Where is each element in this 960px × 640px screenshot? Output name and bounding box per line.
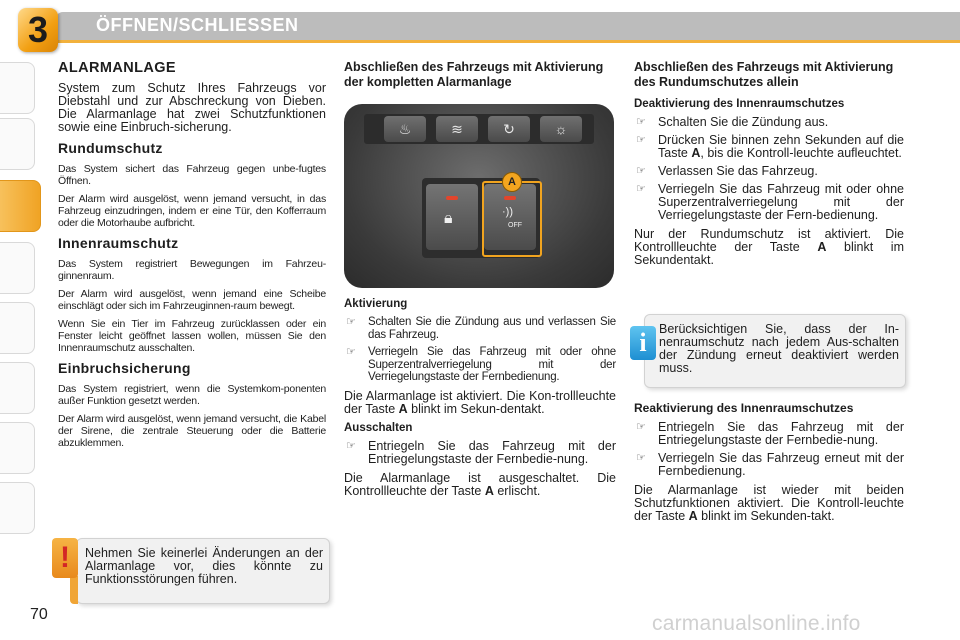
side-tab-4[interactable] <box>0 242 35 294</box>
reaktivierung-result: Die Alarmanlage ist wieder mit beiden Schutzfunktionen aktiviert. Die Kontroll-leuchte der Taste A blinkt im Sekunden-takt. <box>634 483 904 523</box>
side-tab-2[interactable] <box>0 118 35 170</box>
padlock-icon: 🔒︎ <box>444 210 453 227</box>
column-perimeter-only <box>634 60 904 529</box>
intro-paragraph: System zum Schutz Ihres Fahrzeugs vor Diebstahl und zur Abschreckung von Dieben. Die Alarmanlage hat zwei Schutzfunktionen sowie eine Einbruch-sicherung. <box>58 81 326 134</box>
side-tab-5[interactable] <box>0 302 35 354</box>
rundumschutz-p2: Der Alarm wird ausgelöst, wenn jemand versucht, in das Fahrzeug einzudringen, indem er eine Tür, den Kofferraum oder die Motorhaube aufbricht. <box>58 193 326 229</box>
section-title-alarmanlage: ALARMANLAGE <box>58 60 176 76</box>
hand-pointer-icon: ☞ <box>636 452 646 464</box>
innenraumschutz-p2: Der Alarm wird ausgelöst, wenn jemand eine Scheibe einschlägt oder sich im Fahrzeuginnen-raum bewegt. <box>58 288 326 312</box>
hand-pointer-icon: ☞ <box>636 421 646 433</box>
hand-pointer-icon: ☞ <box>636 134 646 146</box>
warning-stripe <box>70 576 78 604</box>
reaktivierung-title: Reaktivierung des Innenraumschutzes <box>634 401 854 415</box>
hand-pointer-icon: ☞ <box>636 165 646 177</box>
side-tab-6[interactable] <box>0 362 35 414</box>
deaktivierung-steps <box>634 116 904 222</box>
watermark-text: carmanualsonline.info <box>652 612 861 635</box>
alarm-off-label: OFF <box>508 222 522 229</box>
einbruchsicherung-p1: Das System registriert, wenn die Systemkom-ponenten außer Funktion gesetzt werden. <box>58 383 326 407</box>
subtitle-innenraumschutz: Innenraumschutz <box>58 235 179 251</box>
full-alarm-title: Abschließen des Fahrzeugs mit Aktivierung der kompletten Alarmanlage <box>344 60 604 89</box>
ausschalten-steps <box>344 440 616 466</box>
aktivierung-steps <box>344 316 616 384</box>
list-item: ☞ Entriegeln Sie das Fahrzeug mit der Entriegelungstaste der Fernbedie-nung. <box>346 438 616 466</box>
perimeter-only-title: Abschließen des Fahrzeugs mit Aktivierung des Rundumschutzes allein <box>634 60 894 89</box>
subtitle-einbruchsicherung: Einbruchsicherung <box>58 360 191 376</box>
list-item: ☞ Verriegeln Sie das Fahrzeug mit oder ohne Superzentralverriegelung mit der Verriegelungstaste der Fern-bedienung. <box>636 182 904 222</box>
chapter-number-badge: 3 <box>18 8 58 52</box>
side-tab-1[interactable] <box>0 62 35 114</box>
hand-pointer-icon: ☞ <box>636 116 646 128</box>
hand-pointer-icon: ☞ <box>636 183 646 195</box>
side-tab-3-active[interactable] <box>0 180 41 232</box>
list-item: ☞ Drücken Sie binnen zehn Sekunden auf die Taste A, bis die Kontroll-leuchte aufleuchtet. <box>636 133 904 160</box>
ausschalten-title: Ausschalten <box>344 421 413 434</box>
side-tab-8[interactable] <box>0 482 35 534</box>
info-icon: i <box>630 326 656 360</box>
hand-pointer-icon: ☞ <box>346 439 356 452</box>
page-header <box>0 0 960 56</box>
aktivierung-title: Aktivierung <box>344 298 408 310</box>
recirculation-icon: ↻ <box>488 116 530 142</box>
hand-pointer-icon: ☞ <box>346 346 356 358</box>
list-item: ☞ Verlassen Sie das Fahrzeug. <box>636 164 818 178</box>
chapter-title: ÖFFNEN/SCHLIESSEN <box>96 15 299 35</box>
rundumschutz-p1: Das System sichert das Fahrzeug gegen unbe-fugtes Öffnen. <box>58 163 326 187</box>
front-defrost-icon: ☼ <box>540 116 582 142</box>
header-accent-line <box>55 40 960 43</box>
list-item: ☞ Entriegeln Sie das Fahrzeug mit der Entriegelungstaste der Fernbedie-nung. <box>636 420 904 447</box>
side-tab-7[interactable] <box>0 422 35 474</box>
key-a-highlight <box>482 181 542 257</box>
info-note <box>644 314 906 388</box>
rear-defrost-icon: ♨ <box>384 116 426 142</box>
list-item: ☞ Schalten Sie die Zündung aus. <box>636 115 829 129</box>
list-item: ☞ Verriegeln Sie das Fahrzeug mit oder ohne Superzentralverriegelung mit der Verriegelungstaste der Fernbedienung. <box>346 346 616 383</box>
innenraumschutz-p3: Wenn Sie ein Tier im Fahrzeug zurücklassen oder ein Fenster leicht geöffnet lassen wollen, müssen Sie den Innenraumschutz ausschalten. <box>58 318 326 354</box>
info-note-text: Berücksichtigen Sie, dass der In-nenraumschutz nach jedem Aus-schalten der Zündung erneut deaktiviert werden muss. <box>659 322 899 375</box>
page-number: 70 <box>30 606 48 623</box>
reaktivierung-steps <box>634 421 904 478</box>
ausschalten-result: Die Alarmanlage ist ausgeschaltet. Die Kontrollleuchte der Taste A erlischt. <box>344 470 616 498</box>
einbruchsicherung-p2: Der Alarm wird ausgelöst, wenn jemand versucht, die Kabel der Sirene, die zentrale Steuerung oder die Batterie abzuklemmen. <box>58 413 326 449</box>
key-a-marker: A <box>502 172 522 192</box>
warning-note <box>76 538 330 604</box>
column-alarm-overview <box>58 60 326 455</box>
subtitle-rundumschutz: Rundumschutz <box>58 140 163 156</box>
warning-exclamation-icon: ! <box>52 538 78 578</box>
aktivierung-result: Die Alarmanlage ist aktiviert. Die Kon-trollleuchte der Taste A blinkt im Sekun-dentakt. <box>344 388 616 416</box>
warning-note-text: Nehmen Sie keinerlei Änderungen an der Alarmanlage vor, dies könnte zu Funktionsstörungen führen. <box>85 546 323 586</box>
deaktivierung-result: Nur der Rundumschutz ist aktiviert. Die Kontrollleuchte der Taste A blinkt im Sekundentakt. <box>634 227 905 267</box>
list-item: ☞ Schalten Sie die Zündung aus und verlassen Sie das Fahrzeug. <box>346 316 616 341</box>
list-item: ☞ Verriegeln Sie das Fahrzeug erneut mit der Fernbedienung. <box>636 451 904 478</box>
hand-pointer-icon: ☞ <box>346 316 356 328</box>
central-lock-led <box>446 196 458 200</box>
alarm-button-photo <box>344 104 614 288</box>
innenraumschutz-p1: Das System registriert Bewegungen im Fahrzeu-ginnenraum. <box>58 258 326 282</box>
column-full-alarm <box>344 60 616 504</box>
interior-protection-icon: ·)) <box>502 206 513 218</box>
ventilation-icon: ≋ <box>436 116 478 142</box>
deaktivierung-title: Deaktivierung des Innenraumschutzes <box>634 98 845 110</box>
